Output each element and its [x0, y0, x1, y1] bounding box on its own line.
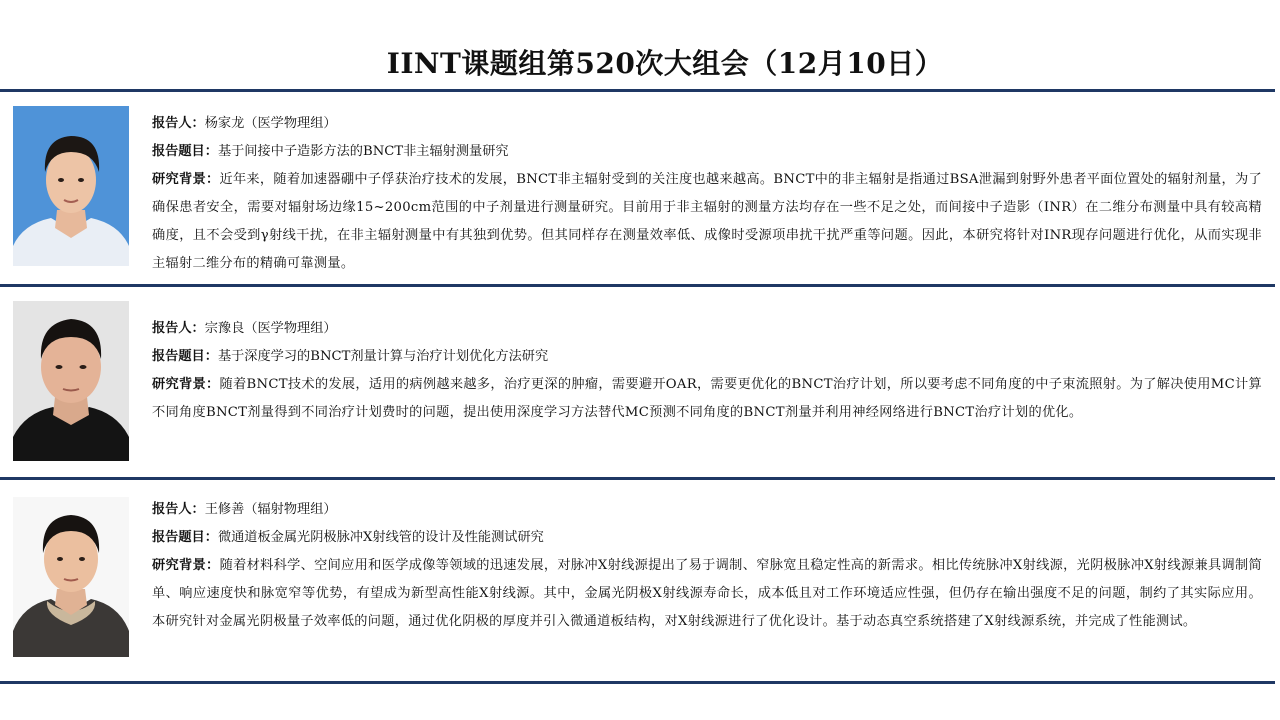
report-entry	[152, 315, 1262, 427]
reporter-name: 宗豫良（医学物理组）	[204, 321, 337, 336]
background-label: 研究背景：	[152, 377, 220, 392]
reporter-line	[152, 110, 1262, 138]
background-text: 随着材料科学、空间应用和医学成像等领域的迅速发展，对脉冲X射线源提出了易于调制、窄脉宽且稳定性高的新需求。相比传统脉冲X射线源，光阴极脉冲X射线源兼具调制简单、响应速度快和脉宽窄等优势，有望成为新型高性能X射线源。其中，金属光阴极X射线源寿命长，成本低且对工作环境适应性强，但仍存在输出强度不足的问题，制约了其实际应用。本研究针对金属光阴极量子效率低的问题，通过优化阴极的厚度并引入微通道板结构，对X射线源进行了优化设计。基于动态真空系统搭建了X射线源系统，并完成了性能测试。	[152, 558, 1263, 629]
report-entry	[152, 496, 1262, 636]
reporter-photo	[13, 497, 129, 657]
reporter-line	[152, 496, 1262, 524]
topic-line	[152, 524, 1262, 552]
divider	[0, 477, 1275, 480]
background-paragraph	[152, 371, 1262, 427]
reporter-label: 报告人：	[152, 502, 205, 517]
page-title: IINT课题组第520次大组会（12月10日）	[386, 47, 944, 80]
reporter-photo	[13, 106, 129, 266]
reporter-photo	[13, 301, 129, 461]
topic-text: 基于深度学习的BNCT剂量计算与治疗计划优化方法研究	[217, 349, 549, 364]
reporter-line	[152, 315, 1262, 343]
topic-label: 报告题目：	[152, 349, 218, 364]
topic-line	[152, 343, 1262, 371]
background-text: 随着BNCT技术的发展，适用的病例越来越多，治疗更深的肿瘤，需要避开OAR，需要更优化的BNCT治疗计划，所以要考虑不同角度的中子束流照射。为了解决使用MC计算不同角度BNCT剂量得到不同治疗计划费时的问题，提出使用深度学习方法替代MC预测不同角度的BNCT剂量并利用神经网络进行BNCT治疗计划的优化。	[152, 377, 1262, 420]
background-paragraph	[152, 552, 1262, 636]
topic-text: 基于间接中子造影方法的BNCT非主辐射测量研究	[217, 144, 509, 159]
divider	[0, 89, 1275, 92]
topic-text: 微通道板金属光阴极脉冲X射线管的设计及性能测试研究	[217, 530, 544, 545]
background-text: 近年来，随着加速器硼中子俘获治疗技术的发展，BNCT非主辐射受到的关注度也越来越高。BNCT中的非主辐射是指通过BSA泄漏到射野外患者平面位置处的辐射剂量，为了确保患者安全，需要对辐射场边缘15~200cm范围的中子剂量进行测量研究。目前用于非主辐射的测量方法均存在一些不足之处，而间接中子造影（INR）在二维分布测量中具有较高精确度，且不会受到γ射线干扰，在非主辐射测量中有其独到优势。但其同样存在测量效率低、成像时受源项串扰干扰严重等问题。因此，本研究将针对INR现存问题进行优化，从而实现非主辐射二维分布的精确可靠测量。	[152, 172, 1262, 271]
report-entry	[152, 110, 1262, 278]
background-paragraph	[152, 166, 1262, 278]
reporter-label: 报告人：	[152, 321, 205, 336]
reporter-name: 杨家龙（医学物理组）	[204, 116, 337, 131]
topic-label: 报告题目：	[152, 144, 218, 159]
divider	[0, 681, 1275, 684]
topic-label: 报告题目：	[152, 530, 218, 545]
reporter-label: 报告人：	[152, 116, 205, 131]
reporter-name: 王修善（辐射物理组）	[204, 502, 337, 517]
divider	[0, 284, 1275, 287]
background-label: 研究背景：	[152, 558, 220, 573]
topic-line	[152, 138, 1262, 166]
background-label: 研究背景：	[152, 172, 220, 187]
